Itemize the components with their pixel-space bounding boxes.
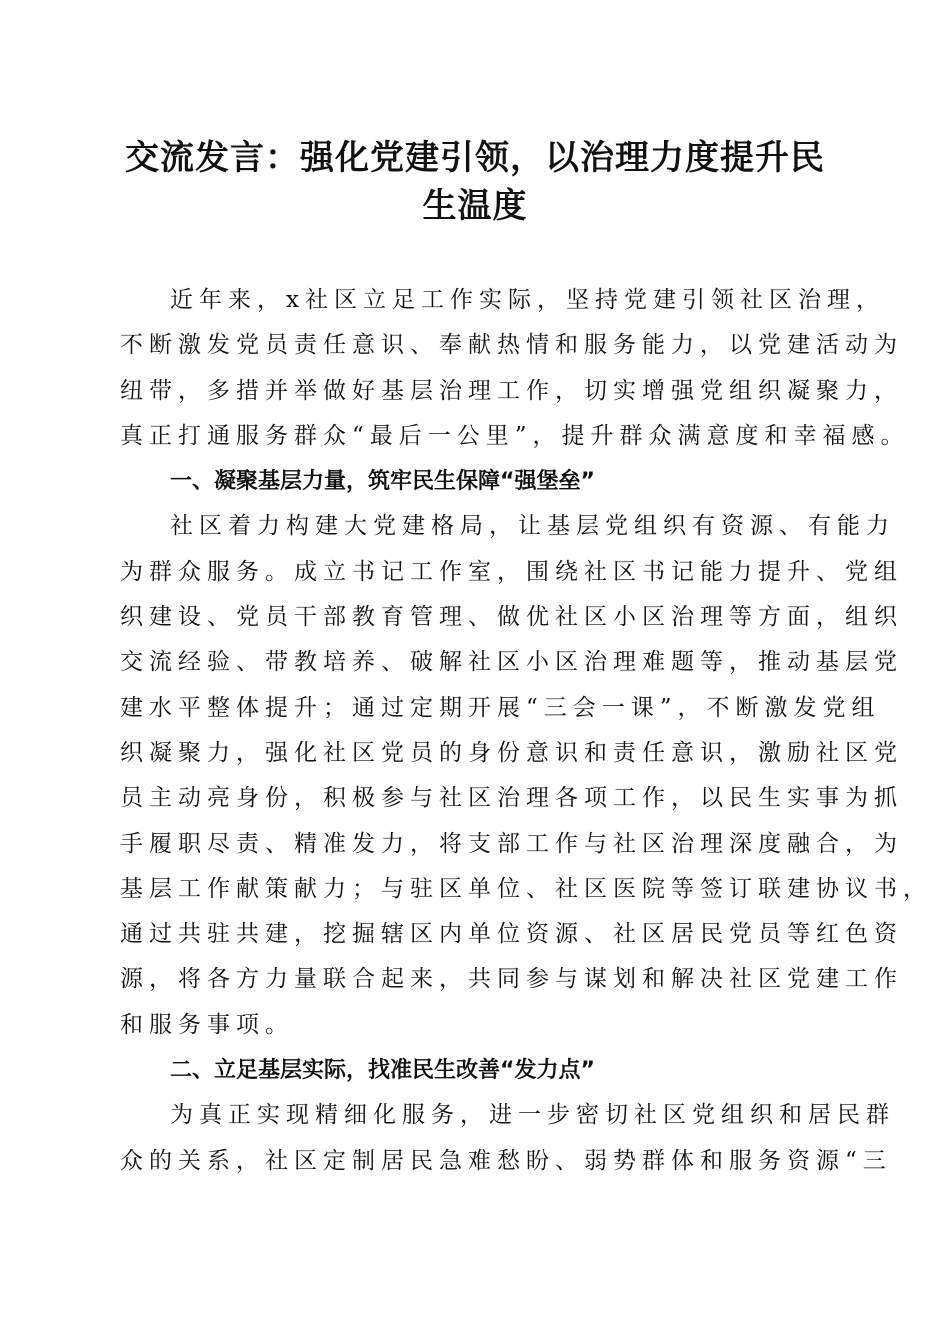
paragraph-line: 和服务事项。: [120, 1011, 294, 1038]
title-line: 交流发言：强化党建引领，以治理力度提升民: [125, 138, 825, 178]
title-line: 生温度: [422, 186, 528, 226]
paragraph-line: 源，将各方力量联合起来，共同参与谋划和解决社区党建工作: [120, 966, 903, 993]
paragraph-line: 交流经验、带教培养、破解社区小区治理难题等，推动基层党: [120, 649, 903, 676]
paragraph-line: 近年来，x社区立足工作实际，坚持党建引领社区治理，: [170, 287, 885, 313]
paragraph-line: 基层工作献策献力；与驻区单位、社区医院等签订联建协议书，: [120, 875, 932, 902]
section-heading: 二、立足基层实际，找准民生改善“发力点”: [170, 1058, 595, 1084]
paragraph-line: 社区着力构建大党建格局，让基层党组织有资源、有能力: [170, 513, 895, 540]
paragraph-line: 众的关系，社区定制居民急难愁盼、弱势群体和服务资源“三: [120, 1147, 892, 1174]
paragraph-line: 通过共驻共建，挖掘辖区内单位资源、社区居民党员等红色资: [120, 921, 903, 948]
paragraph-line: 建水平整体提升；通过定期开展“三会一课”，不断激发党组: [120, 694, 881, 721]
paragraph-line: 织建设、党员干部教育管理、做优社区小区治理等方面，组织: [120, 604, 903, 631]
paragraph-line: 织凝聚力，强化社区党员的身份意识和责任意识，激励社区党: [120, 739, 903, 766]
document-title: [100, 134, 850, 230]
paragraph-line: 真正打通服务群众“最后一公里”，提升群众满意度和幸福感。: [120, 422, 910, 449]
paragraph-line: 纽带，多措并举做好基层治理工作，切实增强党组织凝聚力，: [120, 377, 903, 404]
paragraph-line: 手履职尽责、精准发力，将支部工作与社区治理深度融合，为: [120, 830, 903, 857]
document-body: [120, 278, 932, 1184]
section-heading: 一、凝聚基层力量，筑牢民生保障“强堡垒”: [170, 469, 595, 495]
paragraph-line: 为群众服务。成立书记工作室，围绕社区书记能力提升、党组: [120, 558, 903, 585]
paragraph-line: 员主动亮身份，积极参与社区治理各项工作，以民生实事为抓: [120, 785, 903, 812]
paragraph-line: 为真正实现精细化服务，进一步密切社区党组织和居民群: [170, 1102, 895, 1129]
paragraph-line: 不断激发党员责任意识、奉献热情和服务能力，以党建活动为: [120, 332, 903, 359]
